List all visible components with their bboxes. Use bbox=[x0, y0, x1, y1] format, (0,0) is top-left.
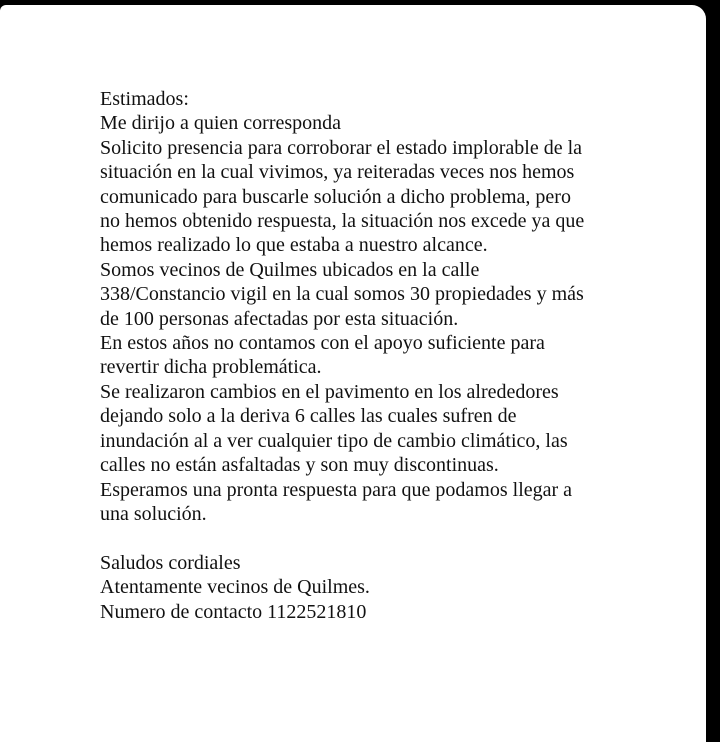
paragraph-spacer bbox=[100, 526, 690, 550]
greeting: Estimados: bbox=[100, 88, 189, 110]
body-line: revertir dicha problemática. bbox=[100, 356, 322, 379]
body-line: Esperamos una pronta respuesta para que podamos llegar a bbox=[100, 478, 573, 501]
body-line: dejando solo a la deriva 6 calles las cuales sufren de bbox=[100, 405, 517, 428]
body-line: de 100 personas afectadas por esta situación. bbox=[100, 307, 459, 330]
body-line: situación en la cual vivimos, ya reiteradas veces nos hemos bbox=[100, 161, 575, 184]
body-line: Se realizaron cambios en el pavimento en los alrededores bbox=[100, 380, 559, 403]
body-line: 338/Constancio vigil en la cual somos 30 propiedades y más bbox=[100, 283, 584, 306]
letter-page bbox=[0, 5, 706, 742]
signature: Atentamente vecinos de Quilmes. bbox=[100, 576, 370, 599]
body-line: hemos realizado lo que estaba a nuestro alcance. bbox=[100, 234, 488, 257]
addressee: Me dirijo a quien corresponda bbox=[100, 112, 342, 135]
body-line: no hemos obtenido respuesta, la situación nos excede ya que bbox=[100, 210, 585, 233]
body-line: En estos años no contamos con el apoyo suficiente para bbox=[100, 332, 545, 355]
body-line: calles no están asfaltadas y son muy discontinuas. bbox=[100, 454, 499, 477]
body-line: inundación al a ver cualquier tipo de cambio climático, las bbox=[100, 429, 568, 452]
body-line: comunicado para buscarle solución a dicho problema, pero bbox=[100, 185, 571, 208]
body-line: Somos vecinos de Quilmes ubicados en la calle bbox=[100, 258, 480, 281]
letter-text bbox=[100, 87, 690, 624]
contact-number: Numero de contacto 1122521810 bbox=[100, 600, 367, 623]
body-line: Solicito presencia para corroborar el estado implorable de la bbox=[100, 136, 583, 159]
body-line: una solución. bbox=[100, 502, 207, 525]
closing: Saludos cordiales bbox=[100, 551, 241, 574]
